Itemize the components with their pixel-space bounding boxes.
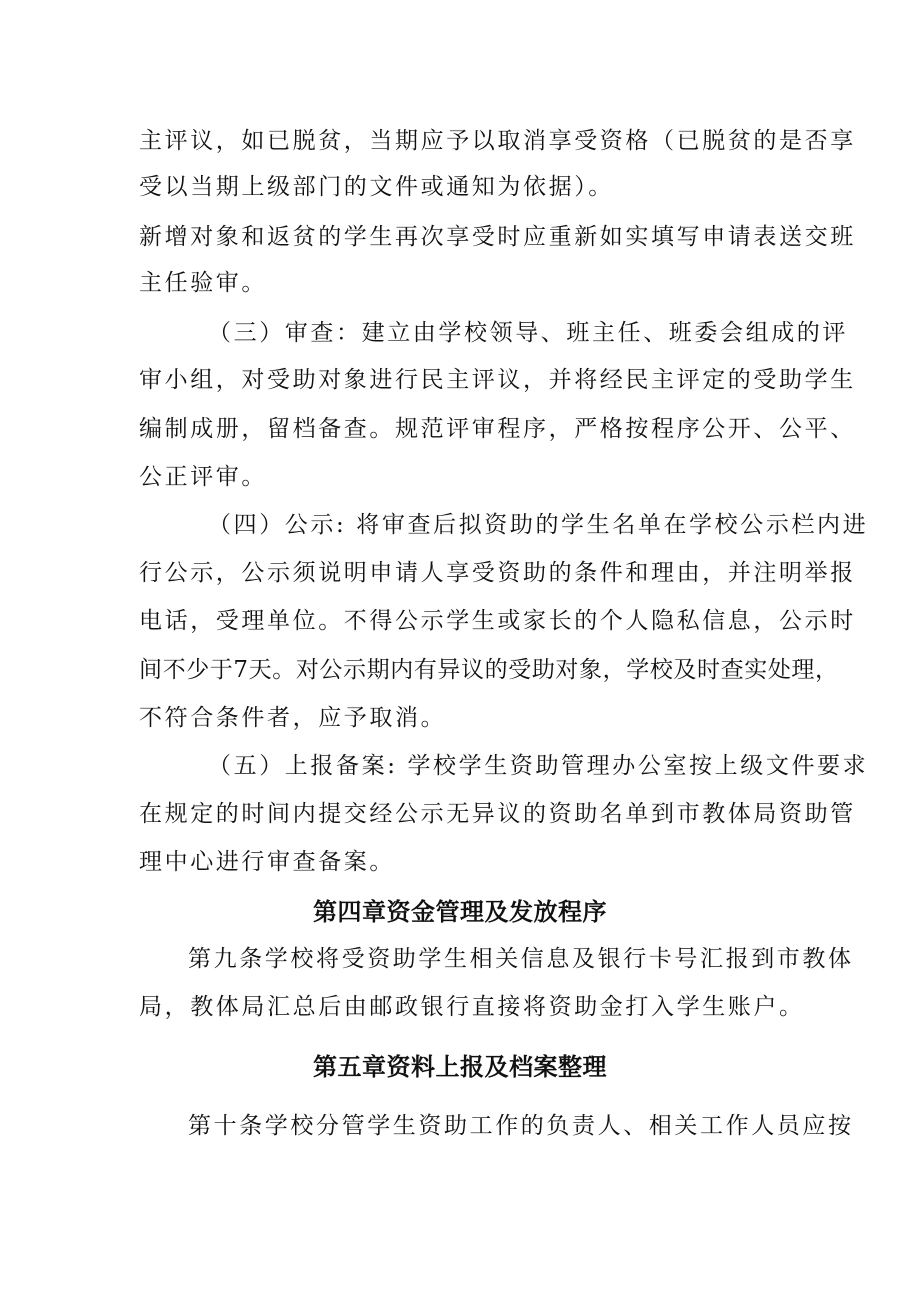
paragraph-line: 不符合条件者，应予取消。	[139, 705, 447, 731]
paragraph-line: 电话，受理单位。不得公示学生或家长的个人隐私信息，公示时	[139, 608, 856, 634]
paragraph-line: 在规定的时间内提交经公示无异议的资助名单到市教体局资助管	[139, 801, 856, 827]
paragraph-line: 第九条学校将受资助学生相关信息及银行卡号汇报到市教体	[188, 946, 854, 972]
chapter-heading: 第五章资料上报及档案整理	[313, 1053, 607, 1081]
paragraph-line: （三）审查：建立由学校领导、班主任、班委会组成的评	[208, 320, 848, 346]
paragraph-line: （四）公示: 将审查后拟资助的学生名单在学校公示栏内进	[208, 512, 869, 538]
paragraph-line: 间不少于7天。对公示期内有异议的受助对象，学校及时查实处理，	[139, 657, 839, 683]
paragraph-line: （五）上报备案: 学校学生资助管理办公室按上级文件要求	[208, 753, 869, 779]
paragraph-line: 局，教体局汇总后由邮政银行直接将资助金打入学生账户。	[139, 994, 805, 1020]
paragraph-line: 新增对象和返贫的学生再次享受时应重新如实填写申请表送交班	[139, 224, 856, 250]
chapter-heading: 第四章资金管理及发放程序	[313, 898, 607, 926]
paragraph-line: 公正评审。	[139, 464, 267, 490]
paragraph-line: 理中心进行审查备案。	[139, 849, 395, 875]
paragraph-line: 受以当期上级部门的文件或通知为依据）。	[139, 174, 614, 200]
paragraph-line: 主评议，如已脱贫，当期应予以取消享受资格（已脱贫的是否享	[139, 128, 856, 154]
paragraph-line: 审小组，对受助对象进行民主评议，并将经民主评定的受助学生	[139, 367, 856, 393]
paragraph-line: 主任验审。	[139, 270, 267, 296]
paragraph-line: 行公示，公示须说明申请人享受资助的条件和理由，并注明举报	[139, 560, 856, 586]
paragraph-line: 编制成册，留档备查。规范评审程序，严格按程序公开、公平、	[139, 416, 856, 442]
paragraph-line: 第十条学校分管学生资助工作的负责人、相关工作人员应按	[188, 1113, 854, 1139]
